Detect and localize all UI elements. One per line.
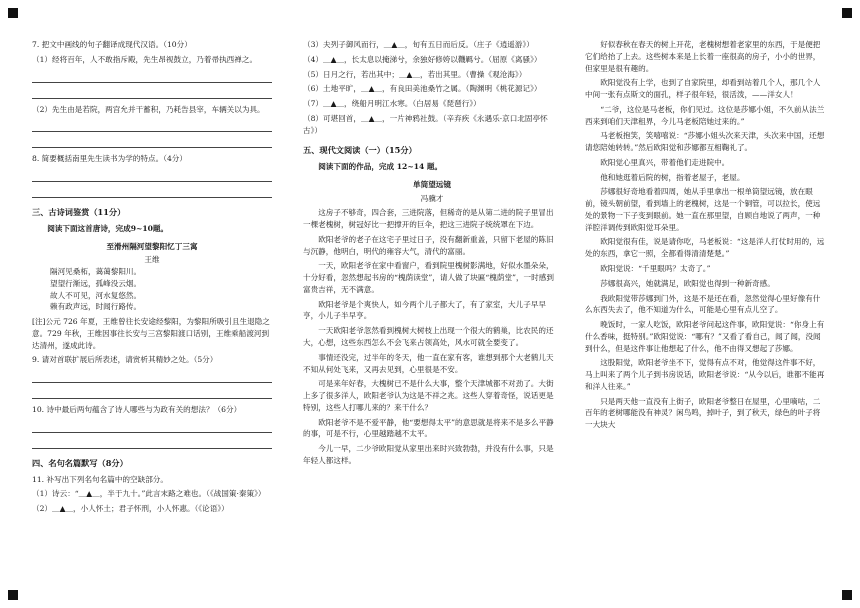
section-3-intro: 阅读下面这首唐诗，完成9~10题。 xyxy=(47,223,169,233)
poem-line: 望望行渐远，孤峰没云烟。 xyxy=(50,278,142,288)
story-paragraph: 我欧阳觉带莎娜到门外，这是不是还在看，忽然觉得心里好像有什么东西失去了，他不知道为什么，可能是心里有点儿空了。 xyxy=(585,293,821,315)
answer-line[interactable] xyxy=(32,369,272,383)
story-paragraph: 欧阳觉没有上学，也到了自家院里，却看到站着几个人，那几个人中间一张有点斯文的面孔，样子很年轻，很活泼，——洋女人！ xyxy=(585,78,821,100)
story-paragraph: 欧阳觉说：“千里眼吗？太奇了。” xyxy=(600,264,711,274)
question-10: 10. 诗中最后两句蕴含了诗人哪些与为政有关的想法？（6分） xyxy=(32,405,242,415)
poem-note: [注]公元 726 年夏，王维曾往长安途经黎阳，为黎阳所吸引且生退隐之意。729 年秋，王维因事往长安与三宫黎阳渡口话别，王维乘船渡河到达清州，遂成此诗。 xyxy=(32,317,270,350)
story-paragraph: 可是来年好春，大槐树已不是什么大事，整个天津城都不对劲了。大街上多了很多洋人，欧阳老爷认为这是不祥之兆。这些人穿着奇怪，说话更是特别，这些人打哪儿来的？来干什么？ xyxy=(303,379,554,412)
story-paragraph: 欧阳觉很有佳，说是请你吃，马老板说：“这是洋人打仗时用的，远处的东西，拿它一照，全都看得清清楚楚。” xyxy=(585,237,825,259)
question-7-2: （2）先生由是若院，两宫允并干蓄积，乃耗告县宰，车辆关以为具。 xyxy=(32,104,265,114)
poem-line: 故人不可见，河水复悠然。 xyxy=(50,290,142,300)
story-title: 单筒望远镜 xyxy=(413,179,451,189)
answer-line[interactable] xyxy=(32,134,272,148)
story-paragraph: 莎娜很高兴，她就满足，欧阳觉也得到一种新奇感。 xyxy=(600,278,775,288)
story-paragraph: “二爷，这位是马老板，你们见过。这位是莎娜小姐，不久前从法兰西来到咱们天津租界，今儿马老板陪她过来的。” xyxy=(585,104,825,126)
poem-title: 至滑州隔河望黎阳忆丁三寓 xyxy=(106,241,198,251)
story-paragraph: 欧阳老爷不是不爱平静，他“要想得太平”的意思就是将来不是多么平静的事，可是不行，心里越踏越不太平。 xyxy=(303,417,554,439)
answer-line[interactable] xyxy=(32,85,272,99)
story-paragraph: 只是两天他一直没有上街子，欧阳老爷整日在屋里，心里嘀咕，二百年的老树哪能没有神灵？闲鸟鸣，掉叶子，到了秋天，绿色的叶子将一大块大 xyxy=(585,396,821,430)
section-5-intro: 阅读下面的作品，完成 12~14 题。 xyxy=(318,162,443,172)
story-author: 冯骥才 xyxy=(420,193,444,203)
answer-line[interactable] xyxy=(32,385,272,399)
poem-line: 赖有政声远，时闻行路传。 xyxy=(50,302,142,312)
fill-blank-7: （7）＿▲＿，绕船月明江水寒。（白居易《琵琶行》） xyxy=(303,99,481,109)
story-paragraph: 欧阳觉心里真兴，带着他们走进院中。 xyxy=(600,157,730,167)
question-11: 11. 补写出下列名句名篇中的空缺部分。 xyxy=(32,474,168,484)
story-paragraph: 这股阳觉，欧阳老爷坐不下，觉得有点不对，他觉得这件事不好，马上叫来了两个儿子到书房说话，欧阳老爷说：“从今以后，谁都不能再和洋人往来。” xyxy=(585,358,825,391)
corner-mark-bottom-left xyxy=(8,590,18,600)
answer-line[interactable] xyxy=(32,168,272,182)
answer-line[interactable] xyxy=(32,184,272,198)
story-paragraph: 好似春秋在春天的树上开花，老槐树想着老家里的东西，于是便把它们给抬了上去。这些树本来是上长着一座很高的房子，小小的世界，但家里是很有趣的。 xyxy=(585,40,821,73)
story-paragraph: 一天，欧阳老爷在家中看窗户，看到院里槐树影满地，好似水墨朵朵，十分好看，忽然想起书房的“槐荫读堂”，请人做了块匾“槐荫堂”，一时感到富贵吉祥，无不满意。 xyxy=(303,261,554,294)
fill-blank-4: （4）＿▲＿，长太息以掩涕兮，余独好修姱以鞿羁兮。（屈原《离骚》） xyxy=(303,54,542,64)
story-paragraph: 晚饭时，一家人吃饭，欧阳老爷问起这件事，欧阳觉说：“你身上有什么香味，挺特别。”欧阳觉说：“哪有？”又看了看自己，闻了闻，没闻到什么，但是这件事让他想起了什么，他不由得又想起了莎娜。 xyxy=(585,320,825,353)
question-9: 9. 请对首联扩展后所表述，请赏析其精妙之处。（5分） xyxy=(32,355,218,365)
section-5-heading: 五、现代文阅读（一）（15分） xyxy=(303,145,417,156)
corner-mark-bottom-right xyxy=(842,590,852,600)
fill-blank-6: （6）土地平旷，＿▲＿，有良田美池桑竹之属。（陶渊明《桃花源记》） xyxy=(303,84,542,94)
story-paragraph: 一天欧阳老爷忽然看到槐树大树枝上出现一个很大的鹤巢，比农民的还大，心想，这些东西怎么不会飞来占领高处，风水可就全要变了。 xyxy=(303,326,554,348)
column-left xyxy=(32,36,272,518)
answer-line[interactable] xyxy=(32,435,272,449)
fill-blank-3: （3）夫列子御风而行，＿▲＿，旬有五日而后反。（庄子《逍遥游》） xyxy=(303,40,534,49)
question-7-1: （1）经将百年，人不敢指斥殿，先生昂视鼓立，乃着帚执西禅之。 xyxy=(32,54,258,64)
column-middle xyxy=(303,36,561,470)
poem-author: 王维 xyxy=(144,255,160,265)
section-4-heading: 四、名句名篇默写（8分） xyxy=(32,457,128,468)
corner-mark-top-right xyxy=(842,8,852,18)
fill-blank-5: （5）日月之行，若出其中；＿▲＿，若出其里。（曹操《观沧海》） xyxy=(303,69,527,79)
story-paragraph: 欧阳老爷的老子在这宅子里过日子，没有翻新重盖，只留下老屋的陈旧与沉静，他明白，明代的雍容大气，清代的富丽。 xyxy=(303,234,554,256)
story-paragraph: 莎娜很好奇地看着四周，她从手里拿出一根单筒望远镜，放在眼前，镜头朝前望，看到墙上的老槐树，这是一个铜管，可以拉长，使远处的景物一下子变到眼前。她一直在那里望，自顾自地说了两声，一种洋腔洋调传到欧阳觉耳朵里。 xyxy=(585,187,821,232)
story-paragraph: 他和她逛着后院的树，指着老屋子，老屋。 xyxy=(600,172,745,182)
story-paragraph: 事情还没完，过半年的冬天，他一直在家有客，谁想到那个大老鹤儿天不知从何处飞来，又再去见到，心里很是不安。 xyxy=(303,352,554,374)
answer-line[interactable] xyxy=(32,69,272,83)
fill-blank-8: （8）可堪回首，＿▲＿，一片神鸦社鼓。（辛弃疾《永遇乐·京口北固亭怀古》） xyxy=(303,113,548,135)
story-paragraph: 今儿一早，二少爷欧阳觉从家里出来时兴致勃勃，并没有什么事，只是年轻人都这样。 xyxy=(303,444,554,465)
story-paragraph: 马老板抱笑，笑嘻嘻说：“莎娜小姐头次来天津，头次来中国，还想请您陪她转转。”然后欧阳觉和莎娜都互相鞠礼了。 xyxy=(585,131,825,153)
corner-mark-top-left xyxy=(8,8,18,18)
answer-line[interactable] xyxy=(32,419,272,433)
fill-blank-1: （1）诗云：“＿▲＿，半于九十。”此言末路之难也。（《战国策·秦策》） xyxy=(32,489,266,499)
story-paragraph: 这房子不够奇，四合套，三进院落，但稀奇的是从第二进的院子里冒出一棵老槐树，树冠好比一把撑开的巨伞，把这三进院子统统罩在下边。 xyxy=(303,208,554,230)
poem-line: 隔河见桑柘，蔼蔼黎阳川。 xyxy=(50,267,142,277)
question-7: 7. 把文中画线的句子翻译成现代汉语。（10分） xyxy=(32,40,192,49)
section-3-heading: 三、古诗词鉴赏（11分） xyxy=(32,207,126,218)
question-8: 8. 简要概括南里先生读书为学的特点。（4分） xyxy=(32,154,187,164)
story-paragraph: 欧阳老爷是个爽快人，如今两个儿子都大了，有了家室，大儿子早早亨，小儿子半早亨。 xyxy=(303,299,546,321)
column-right xyxy=(585,36,827,434)
answer-line[interactable] xyxy=(32,118,272,132)
fill-blank-2: （2）＿▲＿，小人怀土；君子怀刑，小人怀惠。（《论语》） xyxy=(32,504,229,514)
